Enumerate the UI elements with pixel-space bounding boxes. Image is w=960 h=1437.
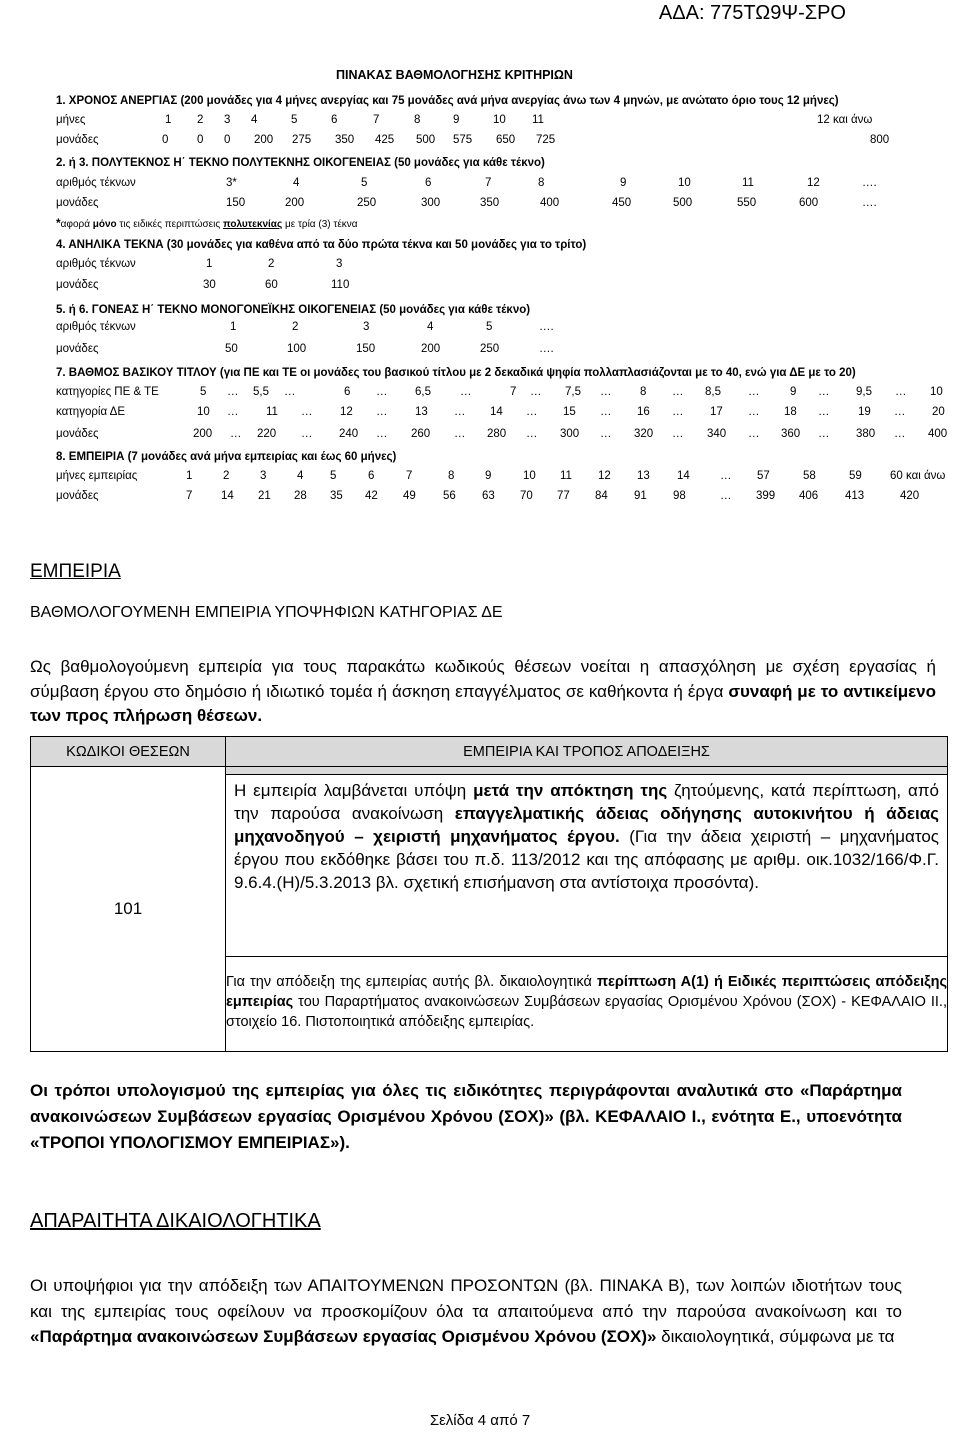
row-cell: 5 — [291, 114, 298, 126]
row-cell: 220 — [257, 428, 277, 440]
row-cell: … — [600, 428, 612, 440]
row-cell: 3 — [363, 321, 370, 333]
row-cell: 10 — [493, 114, 506, 126]
row-cell: 200 — [193, 428, 213, 440]
row-cell: 1 — [186, 470, 193, 482]
row-cell: … — [227, 406, 239, 418]
row-cell: 0 — [197, 134, 204, 146]
row-cell: 350 — [480, 197, 500, 209]
row-cell: 58 — [803, 470, 816, 482]
col-header-codes: ΚΩΔΙΚΟΙ ΘΕΣΕΩΝ — [31, 737, 226, 767]
row-cell: 9 — [453, 114, 460, 126]
s7-row-pe-te — [0, 386, 960, 402]
row-cell: 450 — [612, 197, 632, 209]
row-cell: 50 — [225, 343, 238, 355]
row-cell: 5,5 — [253, 386, 269, 398]
row-cell: 360 — [781, 428, 801, 440]
row-cell: 200 — [285, 197, 305, 209]
row-cell: … — [376, 428, 388, 440]
row-cell: … — [530, 386, 542, 398]
row-cell: 4 — [293, 177, 300, 189]
row-cell: 8 — [538, 177, 545, 189]
row-cell: 70 — [520, 490, 533, 502]
row-cell: 8 — [414, 114, 421, 126]
row-cell: 11 — [742, 177, 754, 189]
position-code: 101 — [31, 767, 226, 1052]
row-cell: 8 — [640, 386, 647, 398]
row-cell: 400 — [540, 197, 560, 209]
row-cell: 49 — [403, 490, 416, 502]
s1-row-months — [0, 114, 960, 130]
row-cell: 100 — [287, 343, 307, 355]
row-cell: 5 — [486, 321, 493, 333]
row-cell: 275 — [292, 134, 312, 146]
required-part: Οι υποψήφιοι για την απόδειξη των ΑΠΑΙΤΟΥΜΕΝΩΝ ΠΡΟΣΟΝΤΩΝ (βλ. ΠΙΝΑΚΑ Β), των λοιπών ιδιοτήτων τους και της εμπειρίας τους οφείλουν να προσκομίζουν όλα τα απαιτούμενα από την παρούσα ανακοίνωση και το — [30, 1276, 902, 1321]
required-text — [30, 1273, 902, 1350]
row-label: μονάδες — [56, 428, 99, 440]
row-cell: 13 — [415, 406, 428, 418]
row-cell: 425 — [375, 134, 395, 146]
row-cell: 5 — [361, 177, 368, 189]
row-cell: … — [818, 406, 830, 418]
s4-row-points — [0, 279, 960, 295]
row-cell: 2 — [268, 258, 275, 270]
row-cell: 9 — [620, 177, 627, 189]
row-cell: 300 — [421, 197, 441, 209]
row-cell: 725 — [536, 134, 556, 146]
row-cell: 6,5 — [415, 386, 431, 398]
row-cell: 250 — [357, 197, 377, 209]
row-cell: 7 — [406, 470, 413, 482]
desc-bold: μετά την απόκτηση της — [473, 781, 668, 800]
row-cell: 7 — [485, 177, 492, 189]
row-cell: 57 — [757, 470, 770, 482]
row-cell: 63 — [482, 490, 495, 502]
row-cell: 10 — [678, 177, 691, 189]
s4-heading: 4. ΑΝΗΛΙΚΑ ΤΕΚΝΑ (30 μονάδες για καθένα από τα δύο πρώτα τέκνα και 50 μονάδες για το τρίτο) — [56, 239, 587, 251]
row-cell: 5 — [200, 386, 207, 398]
s5-row-points — [0, 343, 960, 359]
row-cell: … — [454, 428, 466, 440]
row-cell: 650 — [496, 134, 516, 146]
row-cell: 9,5 — [856, 386, 872, 398]
note-part: με τρία (3) τέκνα — [282, 219, 358, 230]
s2-row-points — [0, 197, 960, 213]
row-cell: 12 — [598, 470, 611, 482]
row-cell: 406 — [799, 490, 819, 502]
row-cell: 12 — [807, 177, 820, 189]
s2-heading: 2. ή 3. ΠΟΛΥΤΕΚΝΟΣ Η΄ ΤΕΚΝΟ ΠΟΛΥΤΕΚΝΗΣ ΟΙΚΟΓΕΝΕΙΑΣ (50 μονάδες για κάθε τέκνο) — [56, 157, 545, 169]
row-cell: 250 — [480, 343, 500, 355]
row-cell: 200 — [254, 134, 274, 146]
experience-proof — [226, 956, 948, 1051]
desc-bold: επαγγελματικής άδειας οδήγησης αυτοκινήτου ή άδειας μηχανοδηγού – χειριστή μηχανήματος έργου. — [234, 804, 939, 846]
row-cell: … — [720, 490, 732, 502]
desc-part: Η εμπειρία λαμβάνεται υπόψη — [234, 781, 474, 800]
s2-row-children — [0, 177, 960, 193]
row-cell: 3 — [260, 470, 267, 482]
row-cell: 12 — [340, 406, 353, 418]
row-cell: … — [376, 386, 388, 398]
s8-row-months — [0, 470, 960, 486]
row-cell: 2 — [292, 321, 299, 333]
required-title: ΑΠΑΡΑΙΤΗΤΑ ΔΙΚΑΙΟΛΟΓΗΤΙΚΑ — [30, 1210, 321, 1232]
row-cell: 350 — [335, 134, 355, 146]
row-cell: 9 — [790, 386, 797, 398]
row-cell: 0 — [162, 134, 169, 146]
row-cell: 35 — [330, 490, 343, 502]
note-part: αφορά — [60, 219, 93, 230]
experience-subtitle: ΒΑΘΜΟΛΟΓΟΥΜΕΝΗ ΕΜΠΕΙΡΙΑ ΥΠΟΨΗΦΙΩΝ ΚΑΤΗΓΟΡΙΑΣ ΔΕ — [30, 604, 503, 621]
col-header-experience: ΕΜΠΕΙΡΙΑ ΚΑΙ ΤΡΟΠΟΣ ΑΠΟΔΕΙΞΗΣ — [226, 737, 948, 767]
s5-row-children — [0, 321, 960, 337]
row-cell: 5 — [330, 470, 337, 482]
row-label: μονάδες — [56, 197, 99, 209]
row-cell: … — [748, 406, 760, 418]
row-cell: 60 — [265, 279, 278, 291]
row-cell: … — [894, 428, 906, 440]
experience-table — [30, 736, 948, 1052]
row-cell: 399 — [756, 490, 776, 502]
row-cell: 1 — [206, 258, 213, 270]
row-cell: 260 — [411, 428, 431, 440]
row-cell: … — [818, 386, 830, 398]
row-cell: 1 — [165, 114, 172, 126]
row-cell: 500 — [416, 134, 436, 146]
proof-bold: περίπτωση Α(1) ή Ειδικές περιπτώσεις απόδειξης εμπειρίας — [226, 973, 947, 1010]
s5-heading: 5. ή 6. ΓΟΝΕΑΣ Η΄ ΤΕΚΝΟ ΜΟΝΟΓΟΝΕΪΚΗΣ ΟΙΚΟΓΕΝΕΙΑΣ (50 μονάδες για κάθε τέκνο) — [56, 304, 531, 316]
row-cell: … — [376, 406, 388, 418]
row-cell: 28 — [294, 490, 307, 502]
s7-row-points — [0, 428, 960, 444]
row-cell: 6 — [344, 386, 351, 398]
row-cell: 19 — [858, 406, 871, 418]
ada-code: ΑΔΑ: 775ΤΩ9Ψ-ΣΡΟ — [658, 2, 846, 24]
row-cell: …. — [862, 197, 877, 209]
row-label: μονάδες — [56, 343, 99, 355]
row-cell: 9 — [485, 470, 492, 482]
s8-row-points — [0, 490, 960, 506]
row-cell: 4 — [251, 114, 258, 126]
row-cell: …. — [539, 321, 554, 333]
row-cell: 600 — [799, 197, 819, 209]
row-cell: 10 — [197, 406, 210, 418]
row-cell: … — [720, 470, 732, 482]
row-cell: 150 — [226, 197, 246, 209]
row-cell: 98 — [673, 490, 686, 502]
row-cell: … — [894, 406, 906, 418]
page-number: Σελίδα 4 από 7 — [429, 1412, 531, 1429]
s1-row-points — [0, 134, 960, 150]
desc-part: (Για την άδεια χειριστή – μηχανήματος έργου που εκδόθηκε βάσει του π.δ. 113/2012 και της απόφασης με αριθμ. οικ.1032/166/Φ.Γ. 9.6.4.(Η)/5.3.2013 βλ. σχετική επισήμανση στα αντίστοιχα προσόντα). — [234, 827, 939, 892]
row-cell: 42 — [365, 490, 378, 502]
row-cell: 11 — [560, 470, 572, 482]
row-cell: 18 — [784, 406, 797, 418]
row-cell: … — [748, 428, 760, 440]
row-cell: 10 — [930, 386, 943, 398]
proof-part: Για την απόδειξη της εμπειρίας αυτής βλ. δικαιολογητικά — [226, 973, 597, 990]
row-cell: 77 — [557, 490, 570, 502]
row-cell: … — [672, 406, 684, 418]
row-cell: … — [895, 386, 907, 398]
row-cell: 11 — [532, 114, 544, 126]
row-cell: 30 — [203, 279, 216, 291]
row-cell: 550 — [737, 197, 757, 209]
experience-intro — [30, 655, 936, 729]
experience-description — [226, 775, 948, 957]
row-cell: 56 — [443, 490, 456, 502]
row-cell: 15 — [563, 406, 576, 418]
row-cell: 413 — [845, 490, 865, 502]
intro-text: Ως βαθμολογούμενη εμπειρία για τους παρακάτω κωδικούς θέσεων νοείται η απασχόληση με σχέση εργασίας ή σύμβαση έργου στο δημόσιο ή ιδιωτικό τομέα ή άσκηση επαγγέλματος σε καθήκοντα ή έργα — [30, 657, 936, 701]
note-star: * — [56, 216, 61, 230]
s4-row-children — [0, 258, 960, 274]
row-cell: … — [600, 386, 612, 398]
row-cell: … — [526, 428, 538, 440]
row-cell: … — [230, 428, 242, 440]
row-label: αριθμός τέκνων — [56, 177, 136, 189]
row-cell: 6 — [425, 177, 432, 189]
s7-row-de — [0, 406, 960, 422]
row-cell: 320 — [634, 428, 654, 440]
row-label: μήνες — [56, 114, 86, 126]
row-cell: 2 — [197, 114, 204, 126]
row-cell: … — [454, 406, 466, 418]
row-cell: 110 — [331, 279, 350, 291]
note-part: τις ειδικές περιπτώσεις — [116, 219, 223, 230]
row-label: μονάδες — [56, 279, 99, 291]
row-cell: …. — [862, 177, 877, 189]
row-cell: 2 — [223, 470, 230, 482]
row-cell: 13 — [637, 470, 650, 482]
row-cell: … — [748, 386, 760, 398]
row-cell: 280 — [487, 428, 507, 440]
row-cell: … — [284, 386, 296, 398]
row-cell: 800 — [870, 134, 890, 146]
row-cell: 200 — [421, 343, 441, 355]
row-cell: 60 και άνω — [890, 470, 946, 482]
row-cell: … — [460, 386, 472, 398]
row-cell: 84 — [595, 490, 608, 502]
row-cell: … — [672, 386, 684, 398]
row-cell: 16 — [637, 406, 650, 418]
row-cell: 4 — [297, 470, 304, 482]
row-cell: … — [526, 406, 538, 418]
row-cell: … — [672, 428, 684, 440]
row-cell: 91 — [634, 490, 647, 502]
row-cell: 11 — [266, 406, 278, 418]
row-cell: 240 — [339, 428, 359, 440]
required-part: δικαιολογητικά, σύμφωνα με τα — [656, 1327, 895, 1346]
row-cell: 0 — [224, 134, 231, 146]
intro-bold: συναφή με το αντικείμενο των προς πλήρωση θέσεων. — [30, 681, 936, 725]
spacer — [226, 767, 948, 775]
row-cell: 3 — [336, 258, 343, 270]
row-cell: 575 — [453, 134, 473, 146]
row-label: μονάδες — [56, 490, 99, 502]
row-cell: … — [600, 406, 612, 418]
row-cell: 14 — [221, 490, 234, 502]
row-cell: 10 — [523, 470, 536, 482]
note-part: μόνο — [92, 219, 117, 230]
row-label: αριθμός τέκνων — [56, 258, 136, 270]
row-cell: 1 — [230, 321, 237, 333]
s8-heading: 8. ΕΜΠΕΙΡΙΑ (7 μονάδες ανά μήνα εμπειρίας και έως 60 μήνες) — [56, 451, 397, 463]
row-cell: 400 — [928, 428, 948, 440]
row-cell: 7,5 — [565, 386, 581, 398]
row-cell: 500 — [673, 197, 693, 209]
required-bold: «Παράρτημα ανακοινώσεων Συμβάσεων εργασίας Ορισμένου Χρόνου (ΣΟΧ)» — [30, 1327, 657, 1346]
row-cell: 12 και άνω — [817, 114, 873, 126]
row-cell: 420 — [900, 490, 920, 502]
row-cell: 59 — [849, 470, 862, 482]
row-cell: 3* — [226, 177, 237, 189]
s2-note — [56, 216, 358, 230]
row-cell: … — [301, 428, 313, 440]
scoring-title: ΠΙΝΑΚΑΣ ΒΑΘΜΟΛΟΓΗΣΗΣ ΚΡΙΤΗΡΙΩΝ — [336, 68, 573, 82]
row-label: κατηγορία ΔΕ — [56, 406, 125, 418]
row-cell: 14 — [677, 470, 690, 482]
row-cell: 21 — [258, 490, 271, 502]
row-label: κατηγορίες ΠΕ & ΤΕ — [56, 386, 159, 398]
row-cell: 8 — [448, 470, 455, 482]
row-cell: 7 — [510, 386, 517, 398]
row-cell: 7 — [373, 114, 380, 126]
row-cell: 14 — [490, 406, 503, 418]
desc-part: ζητούμενης, κατά περίπτωση, από την παρούσα ανακοίνωση — [234, 781, 939, 823]
row-cell: 6 — [331, 114, 338, 126]
row-cell: 17 — [710, 406, 723, 418]
row-label: μονάδες — [56, 134, 99, 146]
row-cell: 150 — [356, 343, 376, 355]
row-cell: … — [301, 406, 313, 418]
experience-title: ΕΜΠΕΙΡΙΑ — [30, 561, 121, 582]
row-cell: … — [818, 428, 830, 440]
row-cell: … — [227, 386, 239, 398]
row-cell: 300 — [560, 428, 580, 440]
row-cell: 20 — [932, 406, 945, 418]
row-cell: 3 — [224, 114, 231, 126]
note-part: πολυτεκνίας — [222, 219, 283, 230]
s7-heading: 7. ΒΑΘΜΟΣ ΒΑΣΙΚΟΥ ΤΙΤΛΟΥ (για ΠΕ και ΤΕ οι μονάδες του βασικού τίτλου με 2 δεκαδικά ψηφία πολλαπλασιάζονται με το 40, ενώ για ΔΕ με το 20) — [56, 367, 856, 379]
proof-part: του Παραρτήματος ανακοινώσεων Συμβάσεων εργασίας Ορισμένου Χρόνου (ΣΟΧ) - ΚΕΦΑΛΑΙΟ ΙΙ., στοιχείο 16. Πιστοποιητικά απόδειξης εμπειρίας. — [226, 993, 947, 1030]
row-label: αριθμός τέκνων — [56, 321, 136, 333]
s1-heading: 1. ΧΡΟΝΟΣ ΑΝΕΡΓΙΑΣ (200 μονάδες για 4 μήνες ανεργίας και 75 μονάδες ανά μήνα ανεργίας άνω των 4 μηνών, με ανώτατο όριο τους 12 μήνες) — [56, 95, 839, 107]
row-label: μήνες εμπειρίας — [56, 470, 138, 482]
row-cell: 340 — [707, 428, 727, 440]
row-cell: 6 — [368, 470, 375, 482]
row-cell: 4 — [427, 321, 434, 333]
row-cell: 8,5 — [705, 386, 721, 398]
calculation-note: Οι τρόποι υπολογισμού της εμπειρίας για όλες τις ειδικότητες περιγράφονται αναλυτικά στο «Παράρτημα ανακοινώσεων Συμβάσεων εργασίας Ορισμένου Χρόνου (ΣΟΧ)» (βλ. ΚΕΦΑΛΑΙΟ Ι., ενότητα Ε., υποενότητα «ΤΡΟΠΟΙ ΥΠΟΛΟΓΙΣΜΟΥ ΕΜΠΕΙΡΙΑΣ»). — [30, 1081, 902, 1152]
row-cell: 7 — [186, 490, 193, 502]
row-cell: 380 — [856, 428, 876, 440]
row-cell: …. — [539, 343, 554, 355]
